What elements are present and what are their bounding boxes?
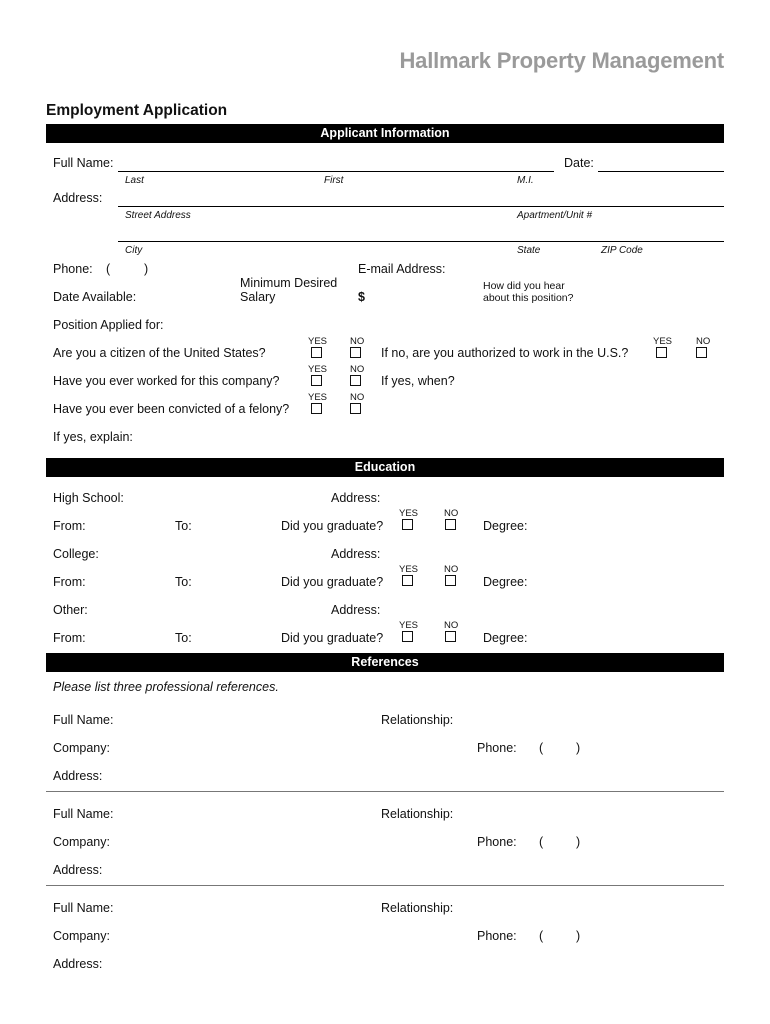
education-row-label: Other: xyxy=(53,603,88,617)
education-to-label: To: xyxy=(175,631,192,645)
street-caption: Street Address xyxy=(125,210,191,221)
authorized-yes-caption: YES xyxy=(653,336,673,347)
education-row-label: High School: xyxy=(53,491,124,505)
first-caption: First xyxy=(324,175,344,186)
mi-caption: M.I. xyxy=(517,175,534,186)
applicant-info-header: Applicant Information xyxy=(46,124,724,143)
grad-no-caption: NO xyxy=(444,620,459,631)
education-address-label: Address: xyxy=(331,547,381,561)
ref-company-label: Company: xyxy=(53,929,110,943)
date-available-label: Date Available: xyxy=(53,290,137,304)
felony-no-checkbox[interactable] xyxy=(350,403,361,414)
grad-no-caption: NO xyxy=(444,508,459,519)
worked-yes-caption: YES xyxy=(308,364,328,375)
education-row-label: College: xyxy=(53,547,99,561)
education-header: Education xyxy=(46,458,724,477)
explain-label: If yes, explain: xyxy=(53,430,133,444)
company-name: Hallmark Property Management xyxy=(399,48,724,73)
felony-question: Have you ever been convicted of a felony? xyxy=(53,402,290,416)
apt-caption: Apartment/Unit # xyxy=(517,210,593,221)
ref-phone-paren-open: ( xyxy=(539,835,544,849)
ref-full-name-label: Full Name: xyxy=(53,713,114,727)
last-caption: Last xyxy=(125,175,144,186)
graduate-question: Did you graduate? xyxy=(281,631,384,645)
dollar-sign: $ xyxy=(358,290,365,304)
grad-yes-caption: YES xyxy=(399,508,419,519)
authorized-yes-checkbox[interactable] xyxy=(656,347,667,358)
felony-no-caption: NO xyxy=(350,392,365,403)
ref-address-label: Address: xyxy=(53,957,103,971)
ref-phone-paren-open: ( xyxy=(539,929,544,943)
education-to-label: To: xyxy=(175,519,192,533)
grad-yes-caption: YES xyxy=(399,564,419,575)
street-field[interactable] xyxy=(118,206,724,207)
education-to-label: To: xyxy=(175,575,192,589)
grad-yes-checkbox[interactable] xyxy=(402,519,413,530)
felony-yes-caption: YES xyxy=(308,392,328,403)
references-header: References xyxy=(46,653,724,672)
education-from-label: From: xyxy=(53,575,86,589)
education-address-label: Address: xyxy=(331,603,381,617)
ref-phone-paren-close: ) xyxy=(576,929,581,943)
state-caption: State xyxy=(517,245,541,256)
worked-yes-checkbox[interactable] xyxy=(311,375,322,386)
citizen-no-caption: NO xyxy=(350,336,365,347)
ref-full-name-label: Full Name: xyxy=(53,807,114,821)
citizen-yes-caption: YES xyxy=(308,336,328,347)
ref-relationship-label: Relationship: xyxy=(381,901,454,915)
citizen-yes-checkbox[interactable] xyxy=(311,347,322,358)
phone-label: Phone: xyxy=(53,262,93,276)
citizen-question: Are you a citizen of the United States? xyxy=(53,346,266,360)
reference-divider xyxy=(46,791,724,792)
zip-caption: ZIP Code xyxy=(601,245,643,256)
worked-no-checkbox[interactable] xyxy=(350,375,361,386)
ref-address-label: Address: xyxy=(53,863,103,877)
degree-label: Degree: xyxy=(483,519,528,533)
education-address-label: Address: xyxy=(331,491,381,505)
email-label: E-mail Address: xyxy=(358,262,446,276)
degree-label: Degree: xyxy=(483,631,528,645)
grad-yes-checkbox[interactable] xyxy=(402,631,413,642)
graduate-question: Did you graduate? xyxy=(281,575,384,589)
authorized-no-caption: NO xyxy=(696,336,711,347)
ref-phone-label: Phone: xyxy=(477,929,517,943)
when-question: If yes, when? xyxy=(381,374,455,388)
full-name-field[interactable] xyxy=(118,171,554,172)
degree-label: Degree: xyxy=(483,575,528,589)
education-from-label: From: xyxy=(53,519,86,533)
ref-relationship-label: Relationship: xyxy=(381,807,454,821)
ref-company-label: Company: xyxy=(53,741,110,755)
worked-no-caption: NO xyxy=(350,364,365,375)
phone-paren-open: ( xyxy=(106,262,111,276)
phone-paren-close: ) xyxy=(144,262,149,276)
min-salary-label-2: Salary xyxy=(240,290,276,304)
references-instruction: Please list three professional references. xyxy=(53,680,279,694)
grad-no-caption: NO xyxy=(444,564,459,575)
worked-question: Have you ever worked for this company? xyxy=(53,374,280,388)
ref-phone-label: Phone: xyxy=(477,741,517,755)
date-label: Date: xyxy=(564,156,594,170)
ref-phone-paren-open: ( xyxy=(539,741,544,755)
education-from-label: From: xyxy=(53,631,86,645)
ref-relationship-label: Relationship: xyxy=(381,713,454,727)
citizen-no-checkbox[interactable] xyxy=(350,347,361,358)
hear-label-1: How did you hear xyxy=(483,280,565,292)
form-title: Employment Application xyxy=(46,102,228,119)
grad-no-checkbox[interactable] xyxy=(445,631,456,642)
ref-phone-paren-close: ) xyxy=(576,741,581,755)
city-field[interactable] xyxy=(118,241,724,242)
authorized-question: If no, are you authorized to work in the U.S.? xyxy=(381,346,629,360)
date-field[interactable] xyxy=(598,171,724,172)
authorized-no-checkbox[interactable] xyxy=(696,347,707,358)
city-caption: City xyxy=(125,245,143,256)
graduate-question: Did you graduate? xyxy=(281,519,384,533)
ref-address-label: Address: xyxy=(53,769,103,783)
address-label: Address: xyxy=(53,191,103,205)
full-name-label: Full Name: xyxy=(53,156,114,170)
grad-yes-checkbox[interactable] xyxy=(402,575,413,586)
hear-label-2: about this position? xyxy=(483,292,574,304)
grad-no-checkbox[interactable] xyxy=(445,519,456,530)
grad-yes-caption: YES xyxy=(399,620,419,631)
ref-phone-paren-close: ) xyxy=(576,835,581,849)
position-label: Position Applied for: xyxy=(53,318,164,332)
felony-yes-checkbox[interactable] xyxy=(311,403,322,414)
grad-no-checkbox[interactable] xyxy=(445,575,456,586)
min-salary-label-1: Minimum Desired xyxy=(240,276,338,290)
ref-phone-label: Phone: xyxy=(477,835,517,849)
reference-divider xyxy=(46,885,724,886)
ref-company-label: Company: xyxy=(53,835,110,849)
ref-full-name-label: Full Name: xyxy=(53,901,114,915)
